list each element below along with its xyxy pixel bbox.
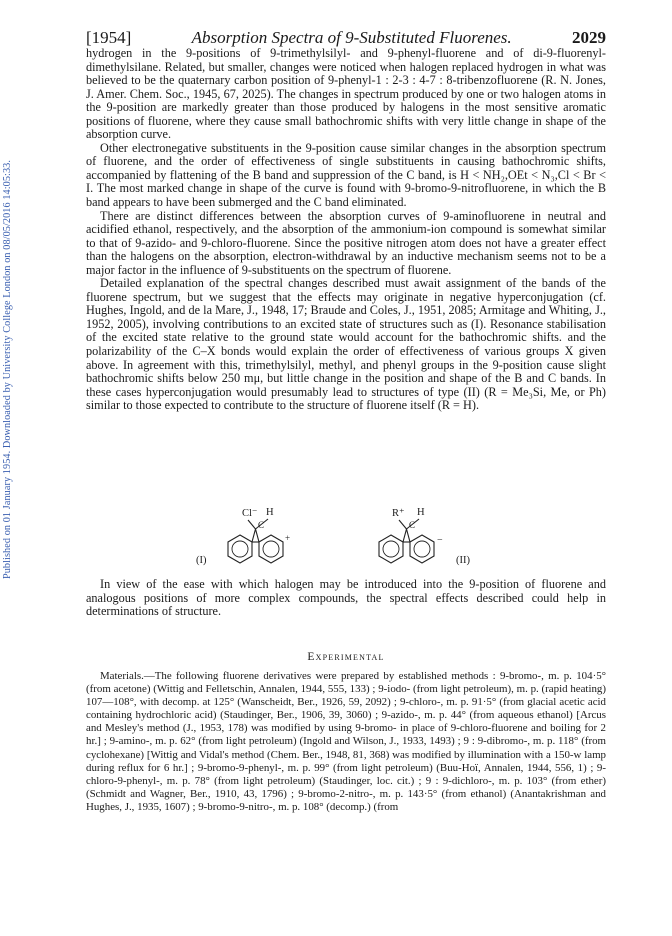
structure-I-charge: +: [285, 533, 291, 543]
header-year: [1954]: [86, 28, 132, 47]
structure-I: [228, 519, 283, 563]
paragraph-2: Other electronegative substituents in the 9-position cause similar changes in the absorption spectrum of fluorene, and the order of effectiveness of single substituents in causing bathochromic shifts, accompanied by flattening of the B band and suppression of the C band, is H < NH₂,OEt < N₃,Cl < Br < I. The most marked change in shape of the curve is found with 9-bromo-9-nitrofluorene, in which the B band appears to have been submerged and the C band eliminated.: [86, 140, 606, 210]
structure-I-label: (I): [196, 555, 207, 566]
paragraph-5: In view of the ease with which halogen may be introduced into the 9-position of fluorene and analogous positions of more complex compounds, the spectral effects described could help in determinations of structure.: [86, 577, 606, 619]
r-cation: R⁺: [392, 508, 405, 519]
section-heading: Experimental: [307, 651, 385, 663]
materials-section: [86, 670, 606, 814]
structure-drawings: [140, 507, 560, 577]
materials-paragraph: Materials.—The following fluorene derivatives were prepared by established methods : 9-bromo-, m. p. 104·5° (from acetone) (Wittig and Felletschin, Annalen, 1944, 555, 133) ; 9-iodo- (from light petroleum), m. p. (rapid heating) 107—108°, with decomp. at 125° (Wanscheidt, Ber., 1926, 59, 2092) ; 9-chloro-, m. p. 91·5° (from glacial acetic acid containing hydrochloric acid) (Staudinger, Ber., 1906, 39, 3060) ; 9-azido-, m. p. 44° (from aqueous ethanol) [Arcus and Mesley's method (J., 1953, 178) was modified by using 9-bromo- in place of 9-chloro-fluorene and boiling for 2 hr.] ; 9-amino-, m. p. 62° (from light petroleum) (Ingold and Wilson, J., 1933, 1493) ; 9 : 9-dibromo-, m. p. 118° (from cyclohexane) [Wittig and Vidal's method (Chem. Ber., 1948, 81, 368) was modified by illumination with a 150-w lamp during reflux for 6 hr.] ; 9-bromo-9-phenyl-, m. p. 99° (from light petroleum) (Buu-Hoï, Annalen, 1944, 556, 1) ; 9-chloro-9-phenyl-, m. p. 78° (from light petroleum) (Staudinger, loc. cit.) ; 9 : 9-dichloro-, m. p. 103° (from ether) (Schmidt and Wagner, Ber., 1910, 43, 1796) ; 9-bromo-2-nitro-, m. p. 143·5° (from ethanol) (Anantakrishman and Hughes, J., 1935, 1607) ; 9-bromo-9-nitro-, m. p. 108° (decomp.) (from: [86, 670, 606, 813]
paragraph-1: hydrogen in the 9-positions of 9-trimethylsilyl- and 9-phenyl-fluorene and of di-9-fluorenyl-dimethylsilane. Related, but smaller, changes were noticed when halogen replaced hydrogen in what was believed to be the quaternary carbon position of 9-phenyl-1 : 2-3 : 4-7 : 8-tribenzofluorene (R. N. Jones, J. Amer. Chem. Soc., 1945, 67, 2025). The changes in spectrum produced by one or two halogen atoms in the 9-position are markedly greater than those produced by halogens in the most sensitive aromatic positions of fluorene, where they cause small bathochromic shifts with very little change in shape of the absorption curve.: [86, 46, 606, 142]
structure-II-hydrogen: H: [417, 507, 425, 518]
chloride-anion: Cl⁻: [242, 508, 258, 519]
structure-II-charge: −: [437, 535, 443, 546]
running-header: [86, 28, 606, 48]
publication-stamp: Published on 01 January 1954. Downloaded by University College London on 08/05/2016 14:05:33.: [2, 160, 13, 580]
structure-II-label: (II): [456, 555, 470, 566]
header-title: Absorption Spectra of 9-Substituted Fluorenes.: [191, 28, 512, 47]
body-text: [86, 47, 606, 413]
structure-I-carbon: C: [258, 520, 265, 530]
structures-figure: [140, 507, 560, 577]
closing-paragraph: [86, 578, 606, 619]
page-number: 2029: [572, 28, 606, 47]
paragraph-3: There are distinct differences between the absorption curves of 9-aminofluorene in neutral and acidified ethanol, respectively, and the absorption of the ammonium-ion compound is somewhat similar to that of 9-azido- and 9-chloro-fluorene. Since the positive nitrogen atom does not have a greater effect than the halogens on the absorption, electron-withdrawal by an inductive mechanism seems not to be a major factor in the influence of 9-substituents on the spectrum of fluorene.: [86, 208, 606, 277]
structure-II: [379, 519, 434, 563]
paragraph-4: Detailed explanation of the spectral changes described must await assignment of the bands of the fluorene spectrum, but we suggest that the effects may originate in negative hyperconjugation (cf. Hughes, Ingold, and de la Mare, J., 1948, 17; Braude and Coles, J., 1951, 2085; Armitage and Whiting, J., 1952, 2005), involving contributions to an excited state of structures such as (I). Resonance stabilisation of the excited state relative to the ground state would account for the bathochromic shifts. and the polarizability of the C–X bonds would explain the order of effectiveness of various groups X given above. In agreement with this, trimethylsilyl, methyl, and phenyl groups in the 9-position cause slight bathochromic shifts below 250 mμ, but little change in the position and shape of the B and C bands. In these cases hyperconjugation would presumably lead to structures of type (II) (R = Me₃Si, Me, or Ph) similar to those expected to contribute to the structure of fluorene itself (R = H).: [86, 276, 606, 413]
structure-I-hydrogen: H: [266, 507, 274, 518]
structure-II-carbon: C: [409, 520, 416, 530]
